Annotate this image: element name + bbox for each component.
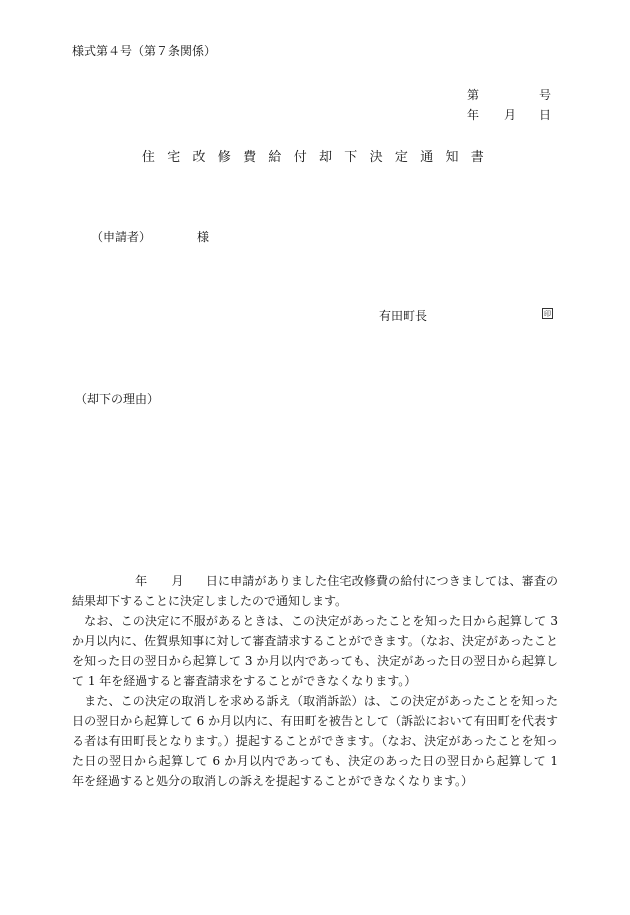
notice-body (72, 571, 558, 791)
sender-name: 有田町長 (379, 309, 428, 323)
honorific: 様 (197, 230, 210, 244)
notice-paragraph-1 (72, 571, 558, 611)
reason-label: （却下の理由） (75, 392, 160, 406)
notice-paragraph-3: また、この決定の取消しを求める訴え（取消訴訟）は、この決定があったことを知った日の翌日から起算して 6 か月以内に、有田町を被告として（訴訟において有田町を代表する者は有田町長となります。）提起することができます。（なお、決定があったことを知った日の翌日から起算して 6 か月以内であっても、決定のあった日の翌日から起算して 1 年を経過すると処分の取消しの訴えを提起することができなくなります。） (72, 694, 558, 788)
date-month-label: 月 (504, 108, 517, 122)
document-title: 住宅改修費給付却下決定通知書 (141, 150, 497, 165)
date-year-label: 年 (467, 108, 480, 122)
number-prefix: 第 (467, 88, 480, 102)
notice-month-label: 月 (171, 574, 184, 588)
notice-paragraph-2: なお、この決定に不服があるときは、この決定があったことを知った日から起算して 3 か月以内に、佐賀県知事に対して審査請求することができます。（なお、決定があったことを知った日の翌日から起算して 3 か月以内であっても、決定があった日の翌日から起算して 1 年を経過すると審査請求をすることができなくなります。） (72, 614, 558, 688)
notice-year-label: 年 (135, 574, 148, 588)
applicant-label: （申請者） (91, 230, 152, 244)
seal-icon: 印 (544, 310, 551, 318)
date-day-label: 日 (539, 108, 552, 122)
notice-paragraph-1-text: 日に申請がありました住宅改修費の給付につきましては、審査の結果却下することに決定しましたので通知します。 (72, 574, 558, 608)
form-number: 様式第４号（第７条関係） (72, 44, 217, 58)
number-suffix: 号 (539, 88, 552, 102)
